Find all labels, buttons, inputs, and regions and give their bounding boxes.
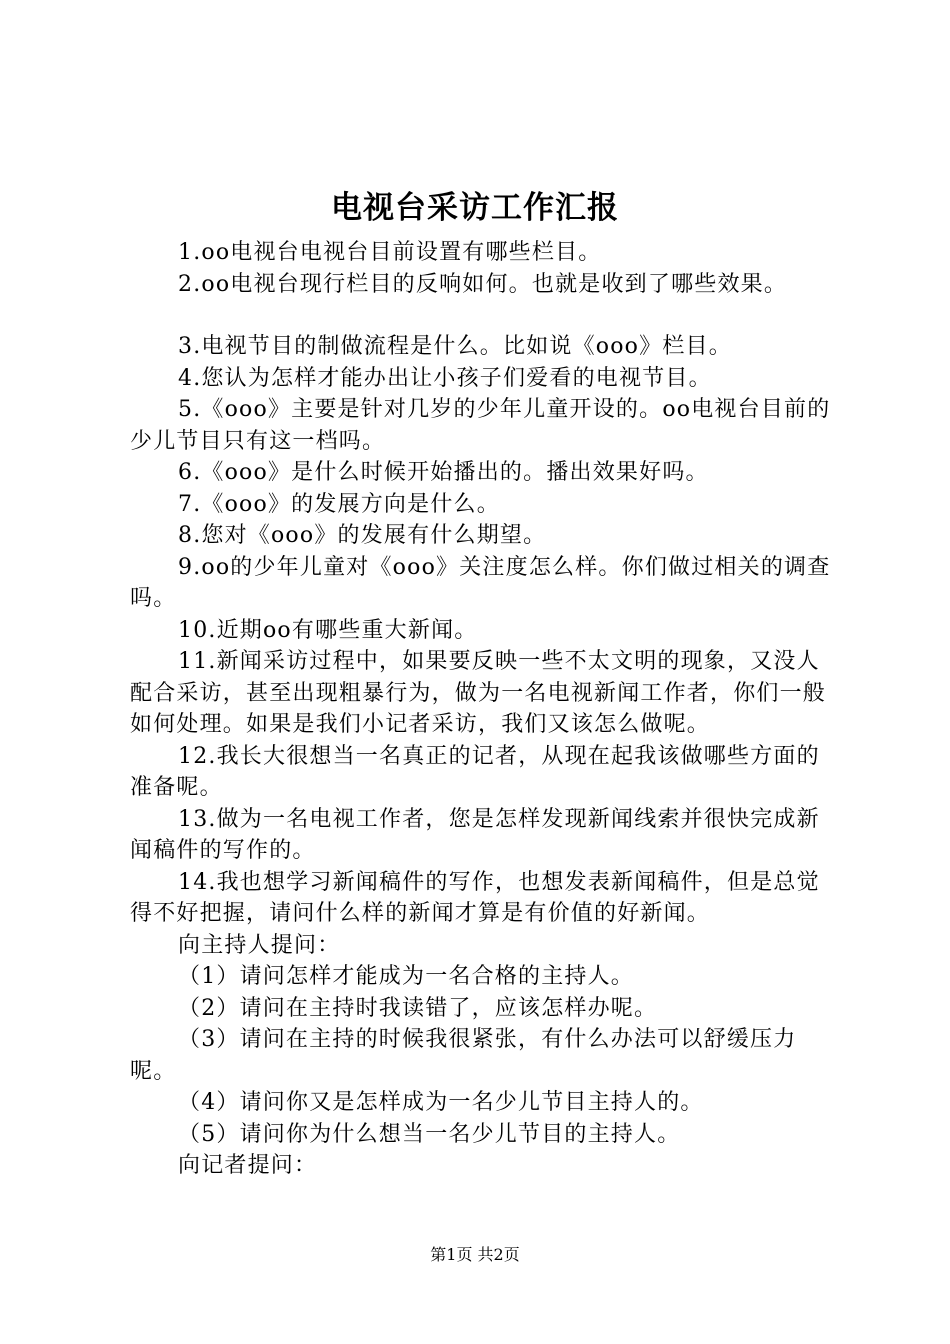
question-2: 2.oo电视台现行栏目的反响如何。也就是收到了哪些效果。: [178, 271, 788, 297]
question-4: 4.您认为怎样才能办出让小孩子们爱看的电视节目。: [178, 365, 712, 391]
host-question-3: （3）请问在主持的时候我很紧张，有什么办法可以舒缓压力呢。: [130, 1027, 797, 1084]
host-question-5: （5）请问你为什么想当一名少儿节目的主持人。: [178, 1121, 681, 1147]
page-footer: 第1页 共2页: [430, 1245, 520, 1264]
question-6: 6.《ooo》是什么时候开始播出的。播出效果好吗。: [178, 460, 709, 485]
host-question-4: （4）请问你又是怎样成为一名少儿节目主持人的。: [178, 1090, 704, 1115]
reporter-questions-heading: 向记者提问：: [178, 1153, 318, 1178]
host-question-1: （1）请问怎样才能成为一名合格的主持人。: [178, 964, 634, 989]
question-3: 3.电视节目的制做流程是什么。比如说《ooo》栏目。: [178, 334, 732, 359]
question-8: 8.您对《ooo》的发展有什么期望。: [178, 523, 547, 548]
question-12: 12.我长大很想当一名真正的记者，从现在起我该做哪些方面的准备呢。: [130, 743, 820, 800]
question-5: 5.《ooo》主要是针对几岁的少年儿童开设的。oo电视台目前的少儿节目只有这一档吗。: [130, 397, 831, 454]
host-questions-heading: 向主持人提问：: [178, 932, 341, 958]
question-13: 13.做为一名电视工作者，您是怎样发现新闻线索并很快完成新闻稿件的写作的。: [130, 806, 820, 863]
question-9: 9.oo的少年儿童对《ooo》关注度怎么样。你们做过相关的调查吗。: [130, 554, 831, 611]
document-title: 电视台采访工作汇报: [331, 190, 619, 226]
document-body: [130, 237, 842, 1182]
host-question-2: （2）请问在主持时我读错了，应该怎样办呢。: [178, 995, 658, 1021]
question-1: 1.oo电视台电视台目前设置有哪些栏目。: [178, 240, 602, 265]
question-11: 11.新闻采访过程中，如果要反映一些不太文明的现象，又没人配合采访，甚至出现粗暴行为，做为一名电视新闻工作者，你们一般如何处理。如果是我们小记者采访，我们又该怎么做呢。: [130, 649, 827, 737]
question-10: 10.近期oo有哪些重大新闻。: [178, 617, 478, 643]
question-14: 14.我也想学习新闻稿件的写作，也想发表新闻稿件，但是总觉得不好把握，请问什么样的新闻才算是有价值的好新闻。: [130, 869, 820, 926]
question-7: 7.《ooo》的发展方向是什么。: [178, 491, 500, 517]
